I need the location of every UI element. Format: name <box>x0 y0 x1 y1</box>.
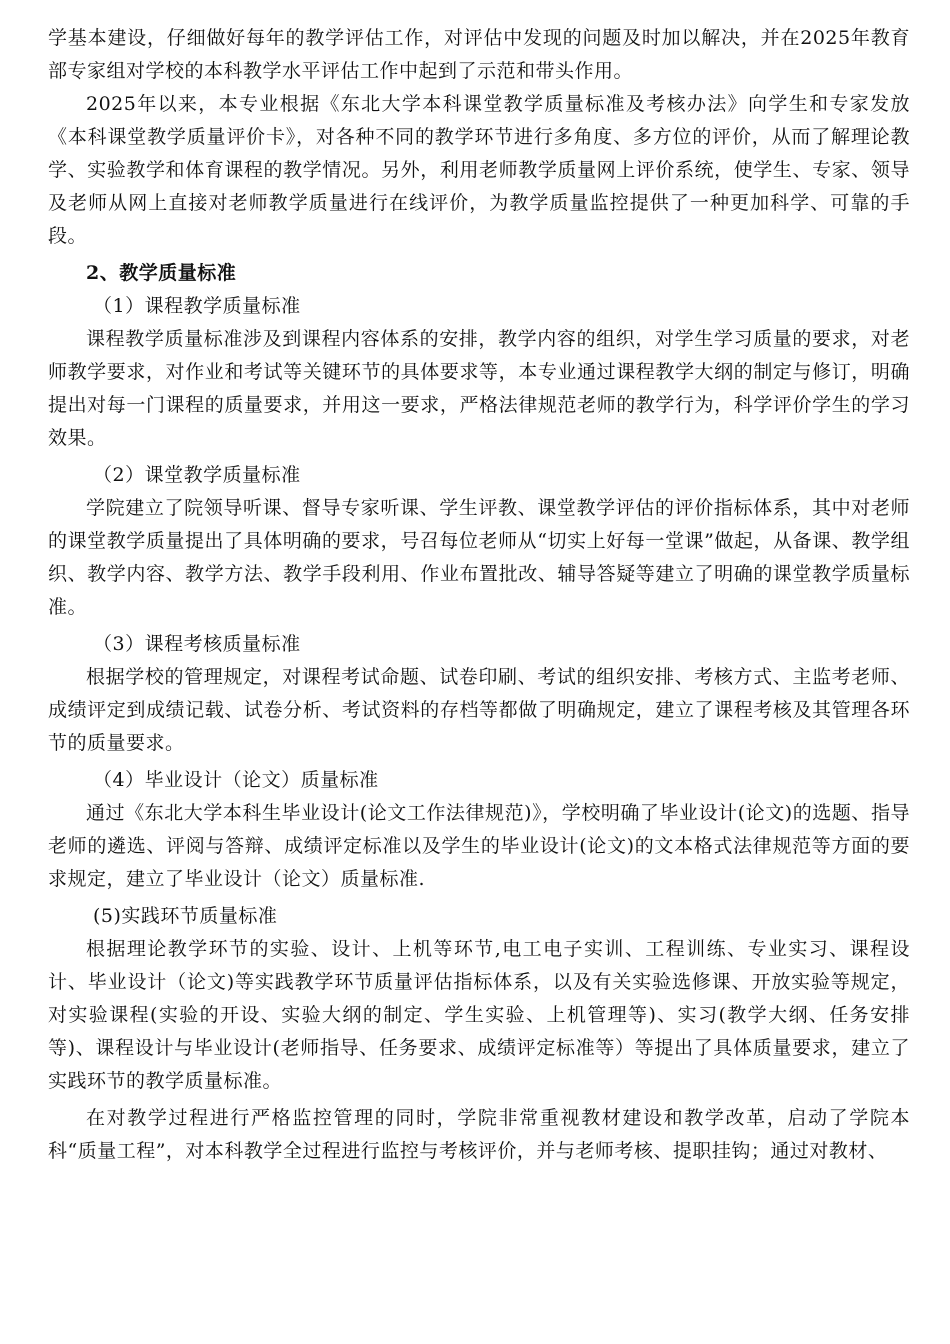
paragraph-practice: 根据理论教学环节的实验、设计、上机等环节,电工电子实训、工程训练、专业实习、课程设计、毕业设计（论文)等实践教学环节质量评估指标体系，以及有关实验选修课、开放实验等规定，对实验课程(实验的开设、实验大纲的制定、学生实验、上机管理等)、实习(教学大纲、任务安排等)、课程设计与毕业设计(老师指导、任务要求、成绩评定标准等）等提出了具体质量要求，建立了实践环节的教学质量标准。 <box>48 938 910 1092</box>
paragraph-classroom-teaching: 学院建立了院领导听课、督导专家听课、学生评教、课堂教学评估的评价指标体系，其中对老师的课堂教学质量提出了具体明确的要求，号召每位老师从“切实上好每一堂课”做起，从备课、教学组织、教学内容、教学方法、教学手段利用、作业布置批改、辅导答疑等建立了明确的课堂教学质量标准。 <box>48 497 910 618</box>
paragraph-course-teaching: 课程教学质量标准涉及到课程内容体系的安排，教学内容的组织，对学生学习质量的要求，对老师教学要求，对作业和考试等关键环节的具体要求等，本专业通过课程教学大纲的制定与修订，明确提出对每一门课程的质量要求，并用这一要求，严格法律规范老师的教学行为，科学评价学生的学习效果。 <box>48 328 910 449</box>
subheading-course-assessment: （3）课程考核质量标准 <box>93 633 301 655</box>
paragraph-course-assessment: 根据学校的管理规定，对课程考试命题、试卷印刷、考试的组织安排、考核方式、主监考老师、成绩评定到成绩记载、试卷分析、考试资料的存档等都做了明确规定，建立了课程考核及其管理各环节的质量要求。 <box>48 666 910 754</box>
subheading-classroom-teaching: （2）课堂教学质量标准 <box>93 464 301 486</box>
section-heading-quality-standards: 2、教学质量标准 <box>86 262 237 284</box>
paragraph-teaching-reform: 在对教学过程进行严格监控管理的同时，学院非常重视教材建设和教学改革，启动了学院本科“质量工程”，对本科教学全过程进行监控与考核评价，并与老师考核、提职挂钩；通过对教材、 <box>48 1107 910 1162</box>
subheading-practice: (5)实践环节质量标准 <box>93 905 278 927</box>
paragraph-evaluation-2025: 2025年以来，本专业根据《东北大学本科课堂教学质量标准及考核办法》向学生和专家发放《本科课堂教学质量评价卡》，对各种不同的教学环节进行多角度、多方位的评价，从而了解理论教学、实验教学和体育课程的教学情况。另外，利用老师教学质量网上评价系统，使学生、专家、领导及老师从网上直接对老师教学质量进行在线评价，为教学质量监控提供了一种更加科学、可靠的手段。 <box>48 93 910 247</box>
document-page <box>48 22 910 1168</box>
subheading-graduation-design: （4）毕业设计（论文）质量标准 <box>93 769 379 791</box>
paragraph-graduation-design: 通过《东北大学本科生毕业设计(论文工作法律规范)》，学校明确了毕业设计(论文)的选题、指导老师的遴选、评阅与答辩、成绩评定标准以及学生的毕业设计(论文)的文本格式法律规范等方面的要求规定，建立了毕业设计（论文）质量标准. <box>48 802 910 890</box>
subheading-course-teaching: （1）课程教学质量标准 <box>93 295 301 317</box>
paragraph-intro-continued: 学基本建设，仔细做好每年的教学评估工作，对评估中发现的问题及时加以解决，并在2025年教育部专家组对学校的本科教学水平评估工作中起到了示范和带头作用。 <box>48 27 910 82</box>
